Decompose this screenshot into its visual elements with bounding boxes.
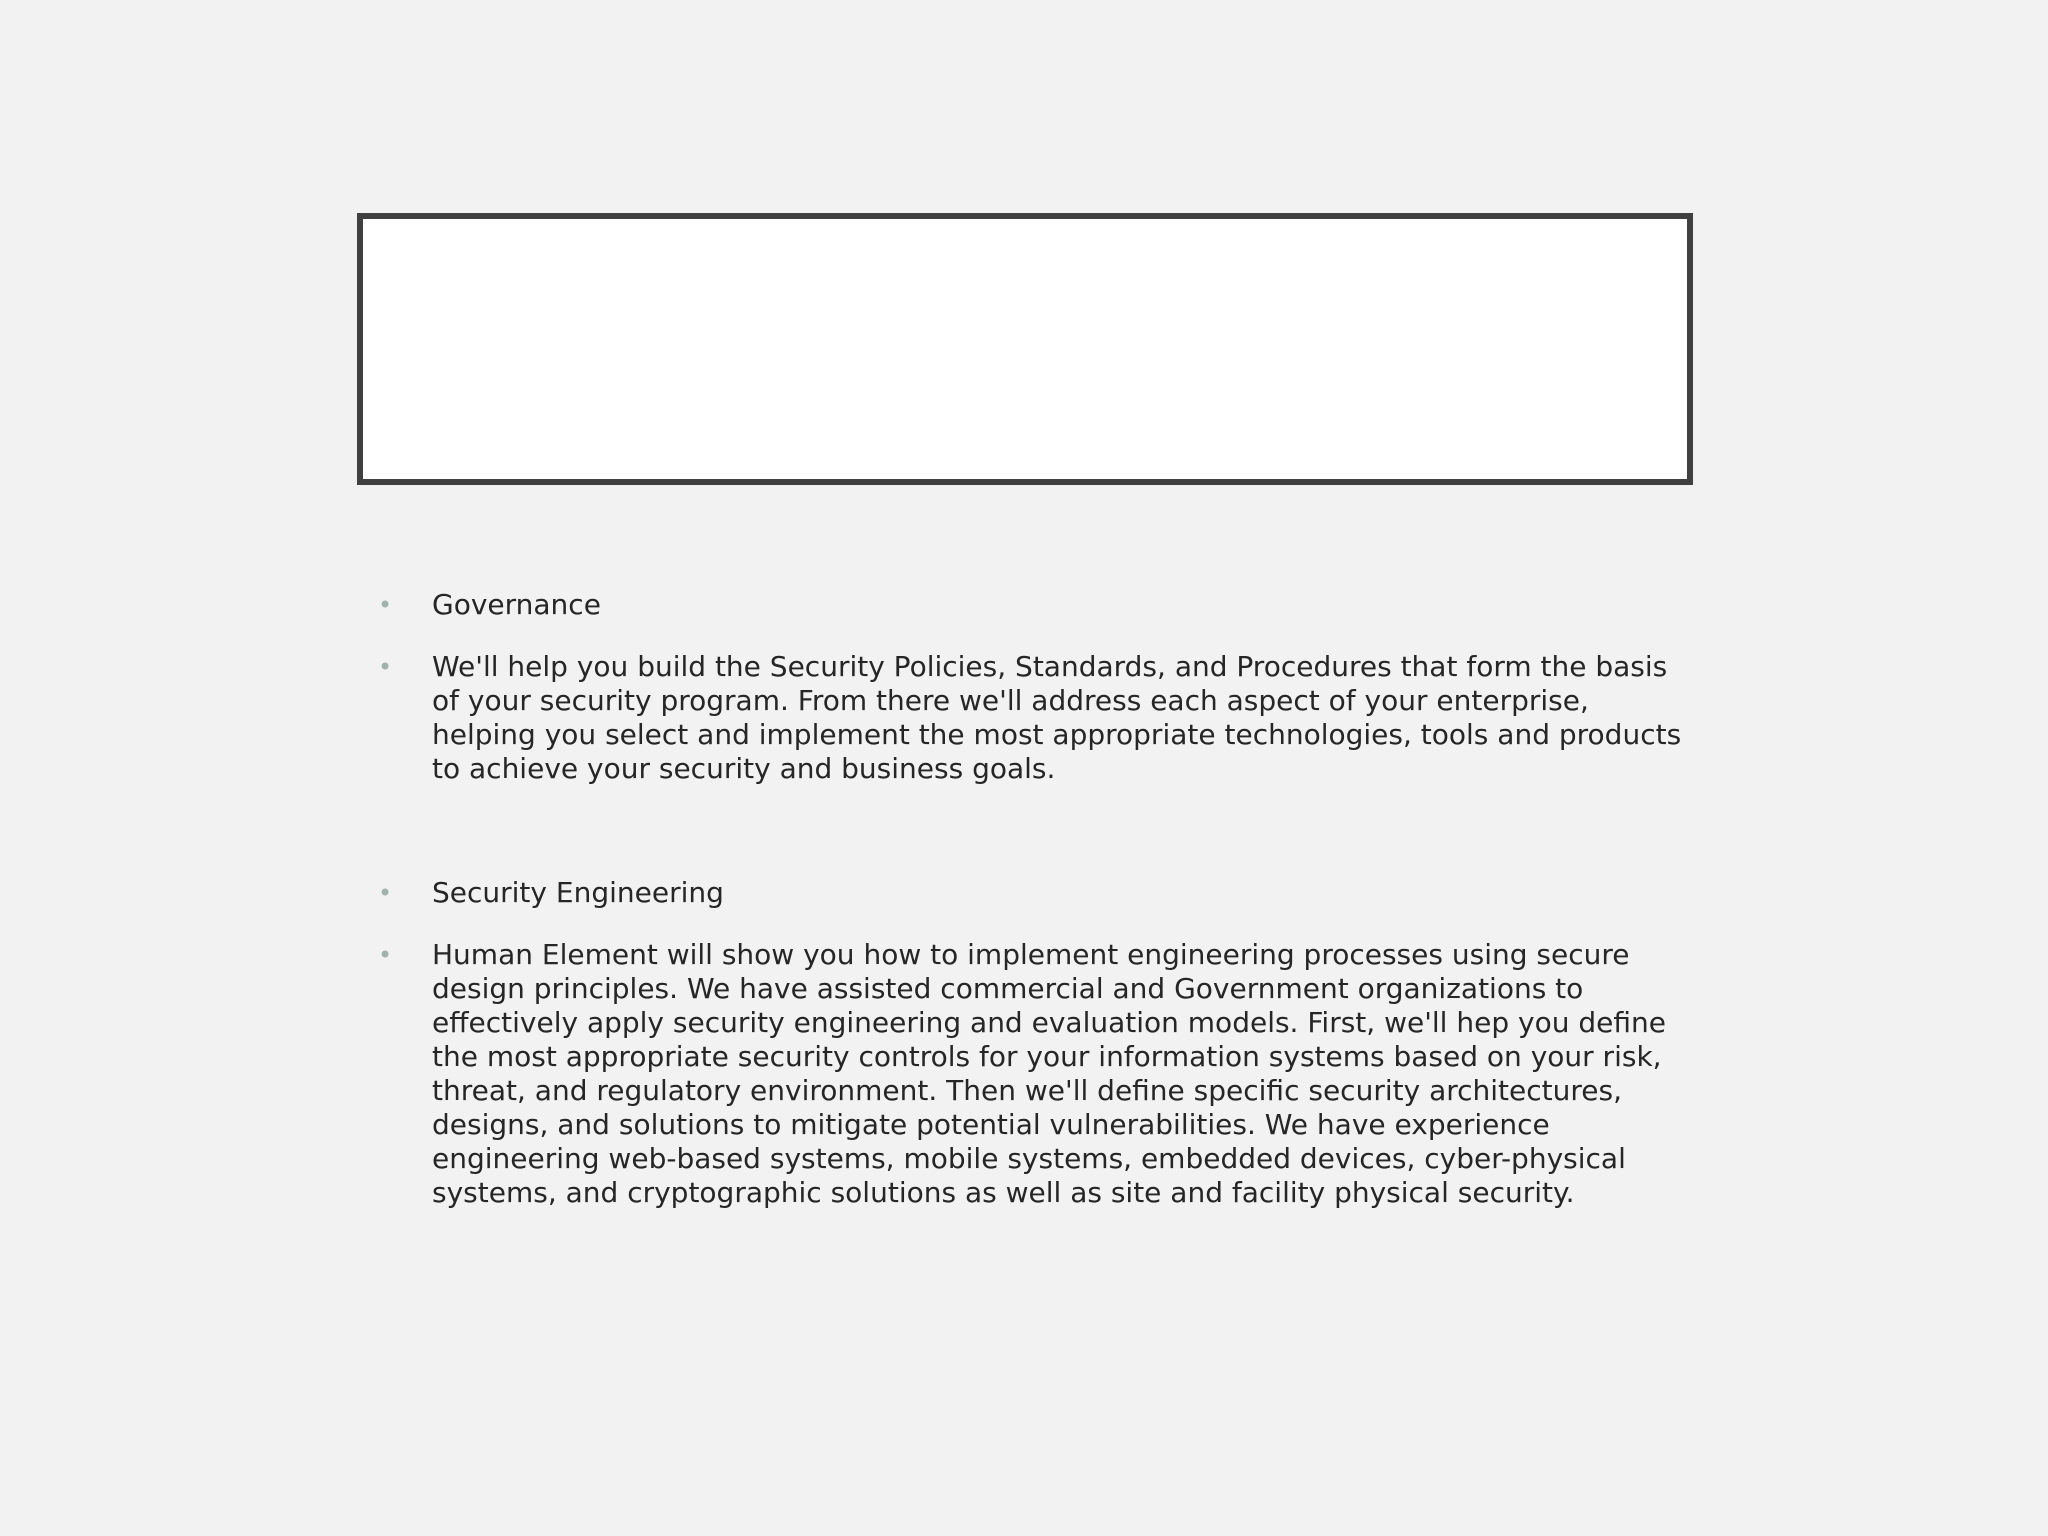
bullet-text: We'll help you build the Security Policies, Standards, and Procedures that form the basis of your security program. From there we'll address each aspect of your enterprise, helping you select and implement the most appropriate technologies, tools and products to achieve your security and business goals. (432, 650, 1682, 785)
bullet-text: Security Engineering (432, 876, 724, 909)
title-placeholder-box (357, 213, 1693, 485)
bullet-text: Human Element will show you how to implement engineering processes using secure design principles. We have assisted commercial and Government organizations to effectively apply security engineering and evaluation models. First, we'll hep you define the most appropriate security controls for your information systems based on your risk, threat, and regulatory environment. Then we'll define specific security architectures, designs, and solutions to mitigate potential vulnerabilities. We have experience engineering web-based systems, mobile systems, embedded devices, cyber-physical systems, and cryptographic solutions as well as site and facility physical security. (432, 938, 1666, 1209)
slide-body (376, 588, 1686, 1238)
bullet-list (376, 588, 1686, 1210)
bullet-dot-icon: • (378, 941, 393, 969)
bullet-security-engineering-heading (376, 876, 1686, 910)
bullet-dot-icon: • (378, 591, 393, 619)
bullet-governance-heading (376, 588, 1686, 622)
bullet-dot-icon: • (378, 879, 393, 907)
bullet-text: Governance (432, 588, 601, 621)
bullet-dot-icon: • (378, 653, 393, 681)
bullet-governance-description (376, 650, 1686, 786)
bullet-security-engineering-description (376, 938, 1686, 1210)
